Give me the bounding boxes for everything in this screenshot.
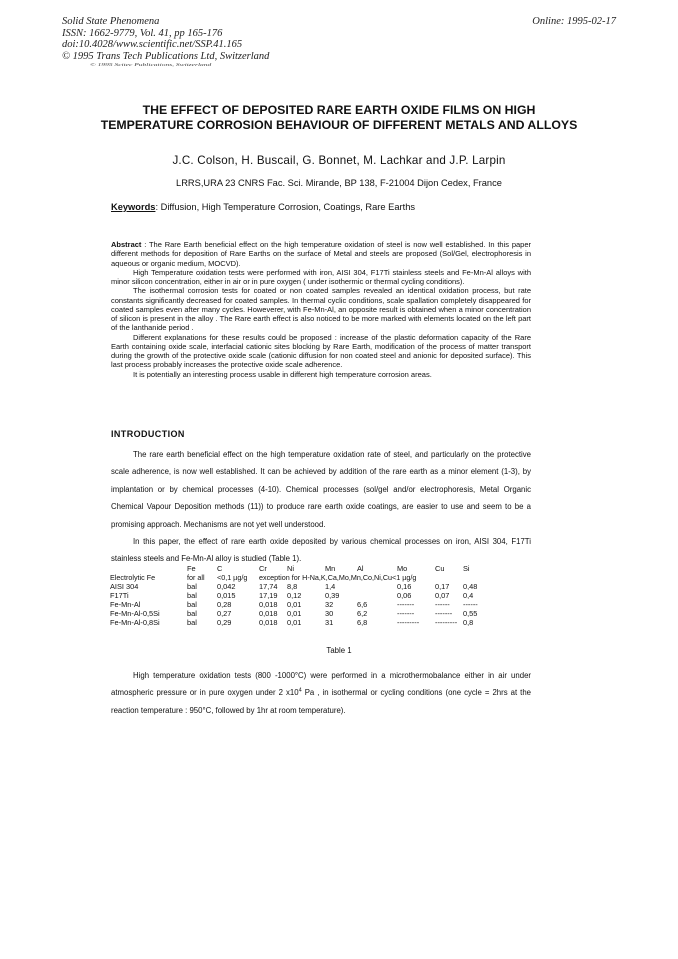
issn-line: ISSN: 1662-9779, Vol. 41, pp 165-176 [62,27,223,39]
abstract-paragraph [111,240,531,268]
introduction-body [111,446,531,568]
table-cell: 6,6 [357,600,368,609]
table-cell: 0,29 [217,618,232,627]
abstract-paragraph: High Temperature oxidation tests were performed with iron, AISI 304, F17Ti stainless steels and Fe-Mn-Al alloys with minor silicon concentration, either in air or in pure oxygen ( under isothermic or thermal cycling conditions). [111,267,531,286]
table-cell: F17Ti [110,591,129,600]
table-cell: 0,39 [325,591,340,600]
author-list: J.C. Colson, H. Buscail, G. Bonnet, M. Lachkar and J.P. Larpin [172,154,506,167]
table-cell: 0,042 [217,582,236,591]
table-cell: 31 [325,618,334,627]
table-cell: 0,17 [435,582,450,591]
table-note-c: <0,1 µg/g [217,573,248,582]
table-cell [357,582,397,591]
table-row [110,600,483,609]
online-date: Online: 1995-02-17 [532,16,616,27]
keywords-text: : Diffusion, High Temperature Corrosion, Coatings, Rare Earths [155,202,416,212]
copyright-line: © 1995 Trans Tech Publications Ltd, Switzerland [62,50,270,62]
table-cell [357,591,397,600]
table-cell: 17,19 [259,591,278,600]
table-cell: 0,06 [397,591,412,600]
table-cell: bal [187,618,197,627]
keywords-label: Keywords [111,202,156,212]
table-cell: 0,01 [287,609,302,618]
table-header-cell: Cr [259,564,267,573]
table-cell: Fe-Mn-Al-0,5Si [110,609,160,618]
table-header-cell: Cu [435,564,445,573]
abstract-paragraph: Different explanations for these results could be proposed : increase of the plastic deformation capacity of the Rare Earth containing oxide scale, interfacial cationic sites blocking by Rare Earth, modification of the process of matter transport during the growth of the protective oxide scale (cationic diffusion for non coated steel and anionic for deposited surface). This last process probably increases the protective oxide scale adherence. [111,332,531,370]
abstract-text: : The Rare Earth beneficial effect on the high temperature oxidation of steel is now well established. In this paper different methods for deposition of Rare Earths on the surface of Metal and steels are proposed (Sol/Gel, electrophoresis in aqueous or organic medium, MOCVD). [111,240,531,268]
table-header-cell: Fe [187,564,196,573]
table-cell: 1,4 [325,582,336,591]
table-cell: 6,2 [357,609,368,618]
table-cell: 0,4 [463,591,474,600]
table-row [110,582,483,591]
intro-paragraph: The rare earth beneficial effect on the high temperature oxidation rate of steel, and particularly on the protective scale adherence, is now well established. It can be achieved by addition of the rare earth as a minor element (1-3), by implantation or by chemical processes (4-10). Chemical processes (sol/gel and/or electrophoresis, Metal Organic Chemical Vapour Deposition methods (11)) to produce rare earth oxide coatings, are easier to use and seem to be a promising approach. Mechanisms are not yet well understood. [111,450,531,529]
table-cell: ------ [463,600,478,609]
original-copyright: © 1995 Scitec Publications, Switzerland [90,62,212,67]
keywords [111,202,415,212]
table-cell: ------- [435,609,453,618]
methods-text [111,667,531,719]
abstract-label: Abstract [111,240,142,249]
affiliation: LRRS,URA 23 CNRS Fac. Sci. Mirande, BP 138, F-21004 Dijon Cedex, France [176,178,502,188]
methods-text-a: High temperature oxidation tests (800 -1000°C) were performed in a microthermobalance either in air under atmospheric pressure or in pure oxygen under 2 x10 [111,671,531,698]
abstract-paragraph: It is potentially an interesting process usable in different high temperature corrosion areas. [133,369,432,379]
table-cell: 6,8 [357,618,368,627]
table-header-cell: C [217,564,223,573]
abstract-paragraph: The isothermal corrosion tests for coated or non coated samples revealed an identical oxidation process, but rate constants significantly decreased for coated samples. In thermal cyclic conditions, scale spallation completely disappeared for coated samples even after many cycles. Howeverer, with Fe-Mn-Al, an opposite result is obtained when a minor concentration of silicon is present in the alloy . The Rare earth effect is also noticed to be more marked with elements located on the left part of the lanthanide period . [111,286,531,333]
table-header-cell: Ni [287,564,294,573]
table-header-cell: Mn [325,564,336,573]
table-note-row [110,573,483,582]
table-cell: 0,12 [287,591,302,600]
methods-superscript: 4 [298,687,302,694]
table-cell: 0,018 [259,609,278,618]
table-cell: 0,28 [217,600,232,609]
table-row [110,609,483,618]
table-cell: 0,015 [217,591,236,600]
table-cell: ------ [435,600,450,609]
table-cell: 17,74 [259,582,278,591]
table-cell: bal [187,582,197,591]
table-cell: ------- [397,600,415,609]
table-note-fe: for all [187,573,205,582]
table-cell: 0,018 [259,618,278,627]
table-cell: bal [187,591,197,600]
table-cell: ------- [397,609,415,618]
table-cell: Fe-Mn-Al [110,600,141,609]
table-header-cell: Mo [397,564,408,573]
table-cell: 8,8 [287,582,298,591]
abstract [111,240,531,379]
paper-title: THE EFFECT OF DEPOSITED RARE EARTH OXIDE FILMS ON HIGH TEMPERATURE CORROSION BEHAVIOUR OF DIFFERENT METALS AND ALLOYS [100,103,578,132]
table-note-text: exception for H-Na,K,Ca,Mo,Mn,Co,Ni,Cu<1 µg/g [259,573,417,582]
intro-paragraph: In this paper, the effect of rare earth oxide deposited by various chemical processes on iron, AISI 304, F17Ti stainless steels and Fe-Mn-Al alloy is studied (Table 1). [111,537,531,564]
table-cell: Fe-Mn-Al-0,8Si [110,618,160,627]
table-cell: 0,48 [463,582,478,591]
table-cell: 0,01 [287,618,302,627]
table-body [110,582,483,627]
table-header-cell: Si [463,564,470,573]
table-cell: 0,27 [217,609,232,618]
table-cell: 0,16 [397,582,412,591]
table-cell: bal [187,600,197,609]
table-row [110,591,483,600]
table-cell: 0,01 [287,600,302,609]
table-cell: 0,018 [259,600,278,609]
methods-text-b: Pa , in isothermal or cycling conditions (one cycle = 2hrs at the reaction temperature : 950°C, followed by 1hr at room temperature). [111,688,532,715]
composition-table [110,564,483,627]
table-row [110,618,483,627]
table-cell: 30 [325,609,334,618]
journal-name: Solid State Phenomena [62,16,160,27]
table-cell: 0,8 [463,618,474,627]
table-cell: --------- [435,618,458,627]
table-header-cell: Al [357,564,364,573]
table-note-label: Electrolytic Fe [110,573,156,582]
table-cell: 0,55 [463,609,478,618]
doi-line[interactable]: doi:10.4028/www.scientific.net/SSP.41.165 [62,39,243,51]
table-cell: AISI 304 [110,582,139,591]
table-caption: Table 1 [326,646,352,655]
table-header-row [110,564,483,573]
methods-paragraph [111,667,531,719]
table-cell: 32 [325,600,334,609]
table-cell: bal [187,609,197,618]
section-heading-introduction: INTRODUCTION [111,429,185,439]
journal-metadata [62,16,269,62]
table-cell: 0,07 [435,591,450,600]
table-header-cell [110,564,187,573]
table-cell: --------- [397,618,420,627]
